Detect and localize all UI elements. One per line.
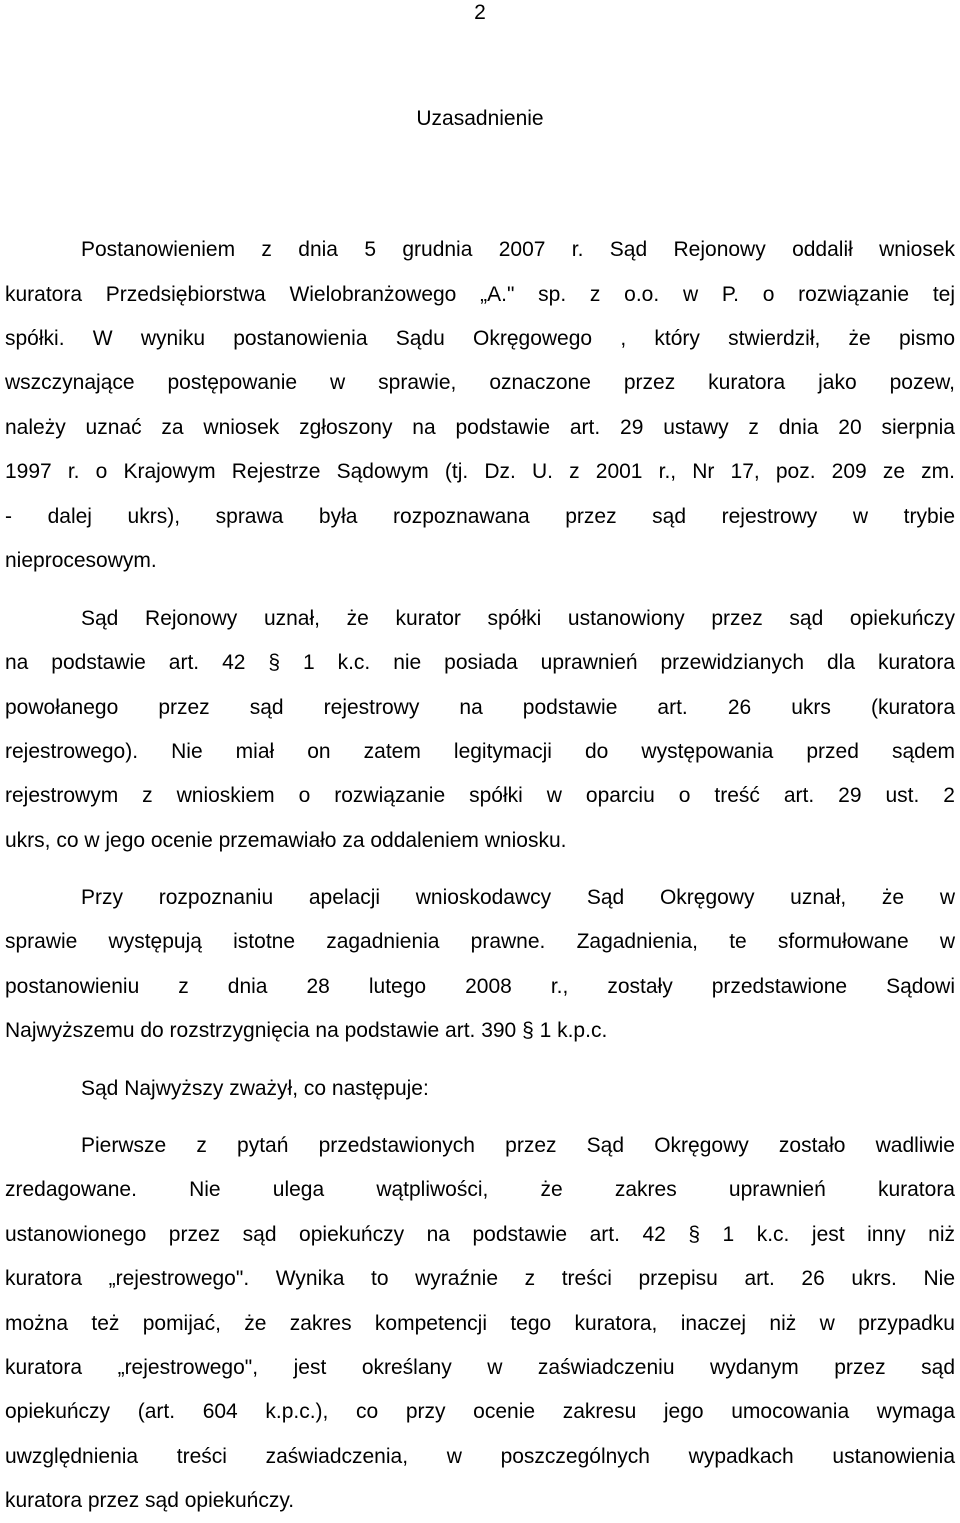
text-line: Najwyższemu do rozstrzygnięcia na podstawie art. 390 § 1 k.p.c. <box>5 1019 608 1042</box>
text-line: 1997 r. o Krajowym Rejestrze Sądowym (tj. Dz. U. z 2001 r., Nr 17, poz. 209 ze zm. <box>5 460 955 483</box>
text-line: kuratora „rejestrowego". Wynika to wyraźnie z treści przepisu art. 26 ukrs. Nie <box>5 1267 955 1290</box>
document-heading: Uzasadnienie <box>416 107 544 130</box>
text-line: Sąd Rejonowy uznał, że kurator spółki ustanowiony przez sąd opiekuńczy <box>81 607 955 630</box>
text-line: powołanego przez sąd rejestrowy na podstawie art. 26 ukrs (kuratora <box>5 696 955 719</box>
text-line: ukrs, co w jego ocenie przemawiało za oddaleniem wniosku. <box>5 829 567 852</box>
text-line: kuratora „rejestrowego", jest określany w zaświadczeniu wydanym przez sąd <box>5 1356 955 1379</box>
text-line: można też pomijać, że zakres kompetencji tego kuratora, inaczej niż w przypadku <box>5 1312 955 1335</box>
text-line: kuratora Przedsiębiorstwa Wielobranżowego „A." sp. z o.o. w P. o rozwiązanie tej <box>5 283 955 306</box>
text-line: nieprocesowym. <box>5 549 157 572</box>
text-line: Postanowieniem z dnia 5 grudnia 2007 r. Sąd Rejonowy oddalił wniosek <box>81 238 955 261</box>
page-number: 2 <box>474 1 486 24</box>
text-line: rejestrowym z wnioskiem o rozwiązanie spółki w oparciu o treść art. 29 ust. 2 <box>5 784 955 807</box>
text-line: opiekuńczy (art. 604 k.p.c.), co przy ocenie zakresu jego umocowania wymaga <box>5 1400 955 1423</box>
text-line: uwzględnienia treści zaświadczenia, w poszczególnych wypadkach ustanowienia <box>5 1445 955 1468</box>
text-line: ustanowionego przez sąd opiekuńczy na podstawie art. 42 § 1 k.c. jest inny niż <box>5 1223 955 1246</box>
text-line: Sąd Najwyższy zważył, co następuje: <box>81 1077 429 1100</box>
text-line: spółki. W wyniku postanowienia Sądu Okręgowego , który stwierdził, że pismo <box>5 327 955 350</box>
text-line: postanowieniu z dnia 28 lutego 2008 r., zostały przedstawione Sądowi <box>5 975 955 998</box>
text-line: - dalej ukrs), sprawa była rozpoznawana przez sąd rejestrowy w trybie <box>5 505 955 528</box>
text-line: zredagowane. Nie ulega wątpliwości, że zakres uprawnień kuratora <box>5 1178 955 1201</box>
text-line: Przy rozpoznaniu apelacji wnioskodawcy Sąd Okręgowy uznał, że w <box>81 886 955 909</box>
text-line: Pierwsze z pytań przedstawionych przez Sąd Okręgowy zostało wadliwie <box>81 1134 955 1157</box>
text-line: na podstawie art. 42 § 1 k.c. nie posiada uprawnień przewidzianych dla kuratora <box>5 651 955 674</box>
text-line: rejestrowego). Nie miał on zatem legitymacji do występowania przed sądem <box>5 740 955 763</box>
text-line: należy uznać za wniosek zgłoszony na podstawie art. 29 ustawy z dnia 20 sierpnia <box>5 416 955 439</box>
text-line: sprawie występują istotne zagadnienia prawne. Zagadnienia, te sformułowane w <box>5 930 955 953</box>
text-line: kuratora przez sąd opiekuńczy. <box>5 1489 295 1512</box>
text-line: wszczynające postępowanie w sprawie, oznaczone przez kuratora jako pozew, <box>5 371 955 394</box>
